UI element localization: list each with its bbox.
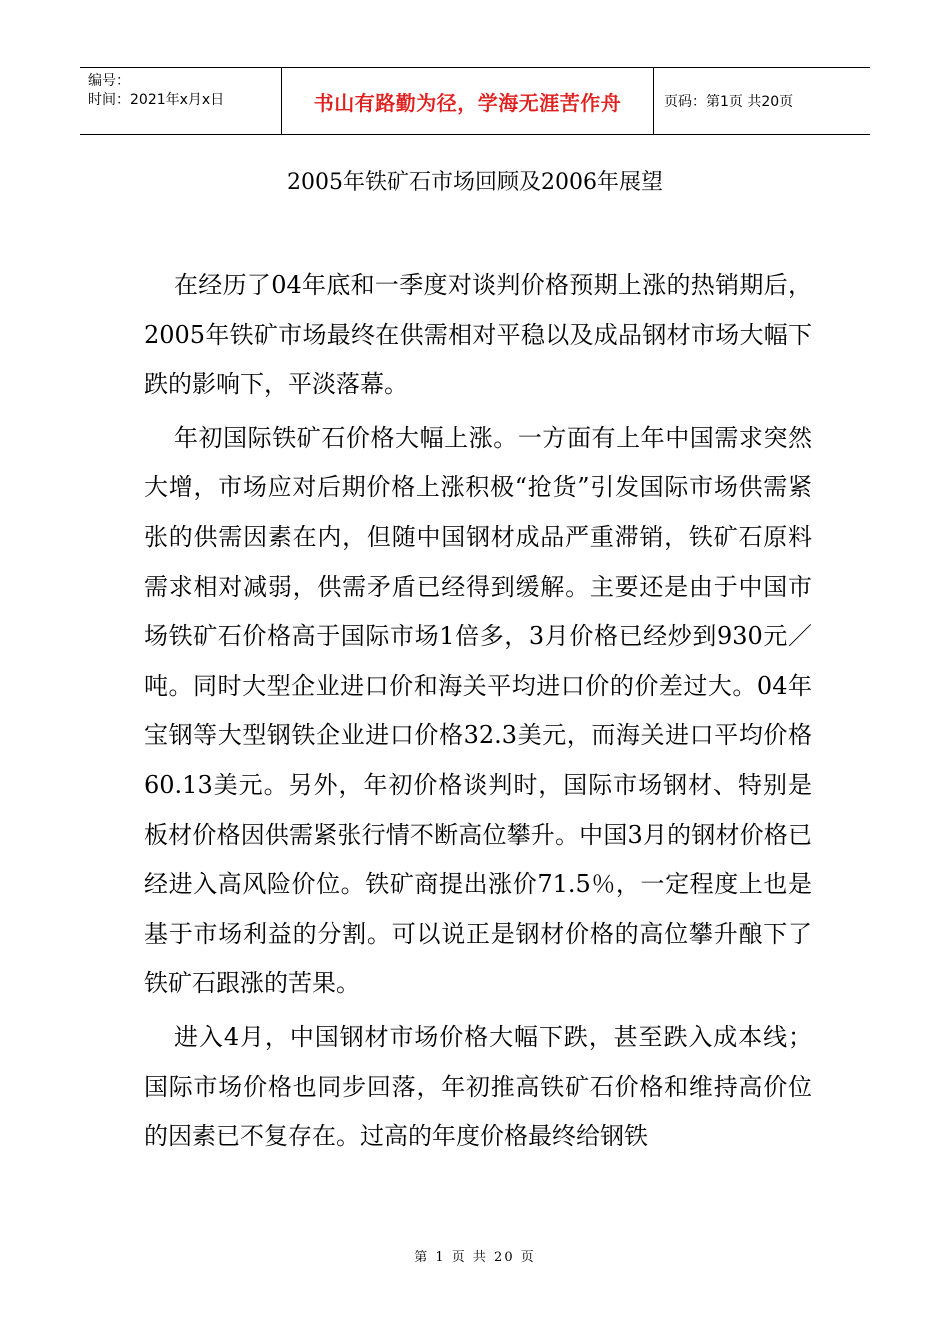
document-title: 2005年铁矿石市场回顾及2006年展望: [287, 170, 663, 195]
paragraph: 在经历了04年底和一季度对谈判价格预期上涨的热销期后，2005年铁矿市场最终在供需相对平稳以及成品钢材市场大幅下跌的影响下，平淡落幕。: [144, 271, 812, 399]
header-table: [80, 67, 870, 135]
page-number-label: 页码：第1页 共20页: [664, 94, 794, 110]
motto-text: 书山有路勤为径，学海无涯苦作舟: [313, 90, 622, 115]
page-footer: 第 1 页 共 20 页: [414, 1250, 536, 1265]
header-page-cell: [654, 68, 870, 134]
document-number-label: 编号：: [88, 73, 130, 89]
document-body: [144, 261, 812, 1166]
header-info-cell: [80, 68, 282, 134]
header-motto-cell: [282, 68, 654, 134]
document-date-label: 时间：2021年x月x日: [88, 92, 225, 108]
paragraph: 进入4月，中国钢材市场价格大幅下跌，甚至跌入成本线；国际市场价格也同步回落，年初推高铁矿石价格和维持高价位的因素已不复存在。过高的年度价格最终给钢铁: [144, 1022, 812, 1151]
paragraph: 年初国际铁矿石价格大幅上涨。一方面有上年中国需求突然大增，市场应对后期价格上涨积极“抢货”引发国际市场供需紧张的供需因素在内，但随中国钢材成品严重滞销，铁矿石原料需求相对减弱，供需矛盾已经得到缓解。主要还是由于中国市场铁矿石价格高于国际市场1倍多，3月价格已经炒到930元／吨。同时大型企业进口价和海关平均进口价的价差过大。04年宝钢等大型钢铁企业进口价格32.3美元，而海关进口平均价格60.13美元。另外，年初价格谈判时，国际市场钢材、特别是板材价格因供需紧张行情不断高位攀升。中国3月的钢材价格已经进入高风险价位。铁矿商提出涨价71.5％，一定程度上也是基于市场利益的分割。可以说正是钢材价格的高位攀升酿下了铁矿石跟涨的苦果。: [144, 423, 812, 998]
